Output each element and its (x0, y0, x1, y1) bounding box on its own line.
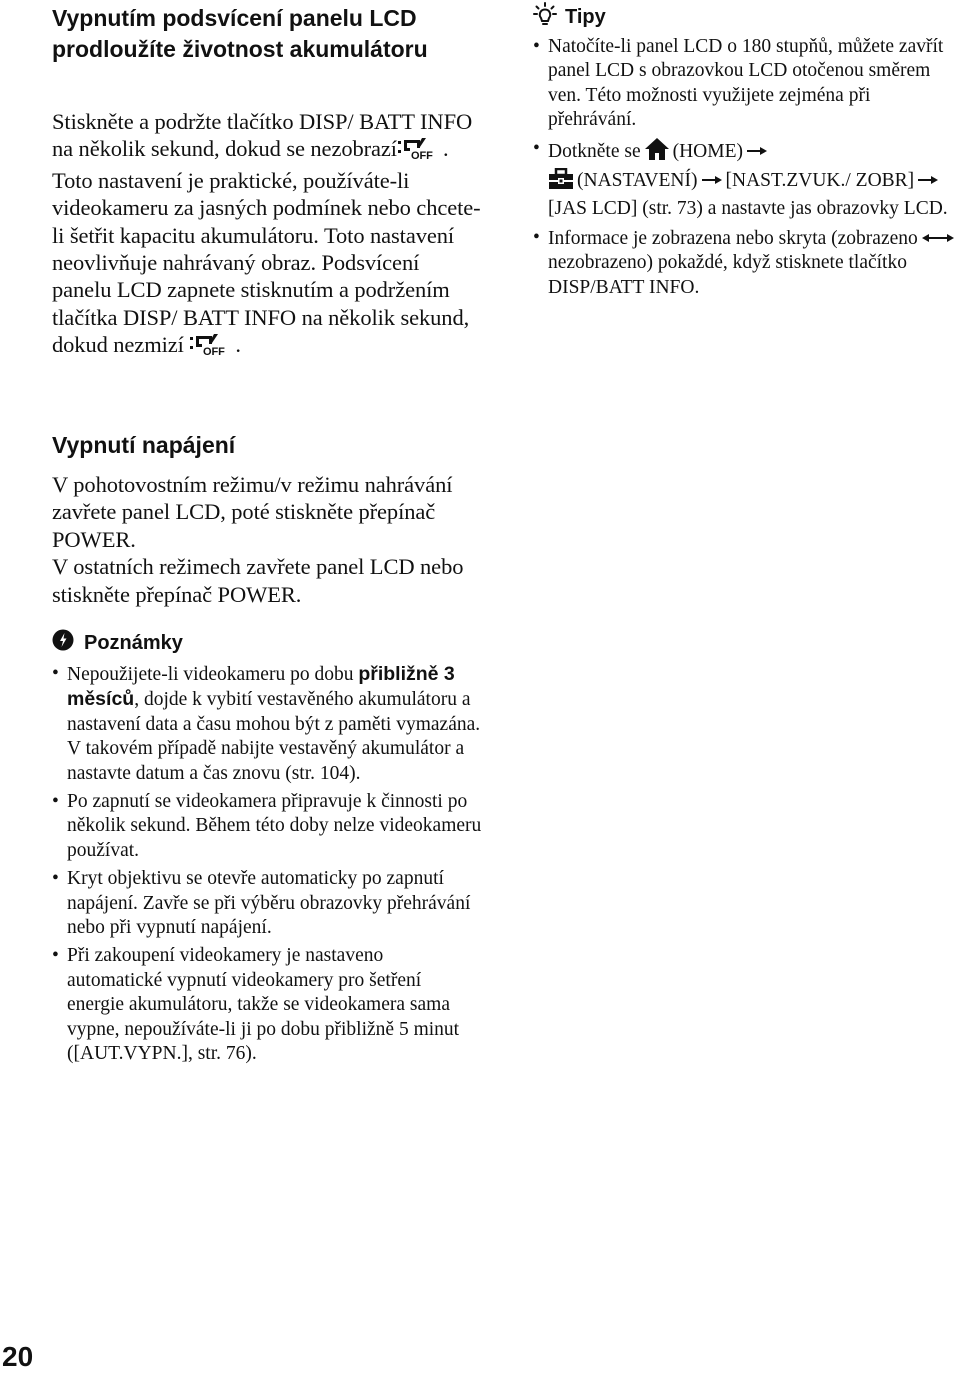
notes-item: • Při zakoupení videokamery je nastaveno automatické vypnutí videokamery pro šetření energie akumulátoru, takže se videokamera sama vypne, nepoužíváte-li ji po dobu přibližně 5 minut ([AUT.VYPN.], str. 76). (52, 944, 482, 1066)
arrow-right-icon (918, 168, 938, 192)
lcd-backlight-text-1: Stiskněte a podržte tlačítko DISP/ BATT INFO na několik sekund, dokud se nezobrazí (52, 109, 473, 162)
tips-heading (533, 2, 606, 32)
notes-heading (52, 629, 183, 657)
lcd-backlight-off-icon (397, 138, 443, 166)
svg-text:OFF: OFF (410, 150, 433, 161)
notes-heading-label: Poznámky (84, 631, 183, 654)
lightbulb-icon (533, 2, 557, 32)
toolbox-settings-icon (548, 168, 574, 197)
home-icon (644, 137, 670, 168)
double-arrow-icon (922, 226, 954, 250)
tips-list (533, 35, 958, 304)
notes-item: • Po zapnutí se videokamera připravuje k činnosti po několik sekund. Během této doby nelze videokameru používat. (52, 790, 482, 863)
tips-heading-label: Tipy (565, 5, 606, 28)
svg-text:OFF: OFF (203, 346, 226, 357)
notes-list (52, 662, 482, 1071)
tips-item: • Natočíte-li panel LCD o 180 stupňů, můžete zavřít panel LCD s obrazovkou LCD otočenou směrem ven. Této možnosti využijete zejména při přehrávání. (533, 35, 958, 133)
page-number: 20 (2, 1341, 34, 1372)
tips-item: • Dotkněte se (HOME) (NASTAVENÍ) [NAST.ZVUK./ ZOBR][JAS LCD] (str. 73) a nastavte jas obrazovky LCD. (533, 137, 958, 222)
power-off-paragraph-1: V pohotovostním režimu/v režimu nahrávání zavřete panel LCD, poté stiskněte přepínač POWER. (52, 472, 453, 552)
lcd-backlight-paragraph: Stiskněte a podržte tlačítko DISP/ BATT INFO na několik sekund, dokud se nezobrazí OFF . Toto nastavení je praktické, používáte-li videokameru za jasných podmínek nebo chcete-li šetřit kapacitu akumulátoru. Toto nastavení neovlivňuje nahrávaný obraz. Podsvícení panelu LCD zapnete stisknutím a podržením tlačítka DISP/ BATT INFO na několik sekund, dokud nezmizí OFF . (52, 108, 482, 363)
caution-icon (52, 629, 74, 657)
lcd-backlight-text-2: Toto nastavení je praktické, používáte-li videokameru za jasných podmínek nebo chcete-li šetřit kapacitu akumulátoru. Toto nastavení neovlivňuje nahrávaný obraz. Podsvícení panelu LCD zapnete stisknutím a podržením tlačítka DISP/ BATT INFO na několik sekund, dokud nezmizí (52, 167, 481, 358)
notes-item: • Nepoužijete-li videokameru po dobu přibližně 3 měsíců, dojde k vybití vestavěného akumulátoru a nastavení data a času mohou být z paměti vymazána. V takovém případě nabijte vestavěný akumulátor a nastavte datum a čas znovu (str. 104). (52, 662, 482, 786)
arrow-right-icon (747, 139, 767, 163)
notes-item: • Kryt objektivu se otevře automaticky po zapnutí napájení. Zavře se při výběru obrazovky přehrávání nebo při vypnutí napájení. (52, 867, 482, 940)
arrow-right-icon (702, 168, 722, 192)
section-heading-power-off: Vypnutí napájení (52, 432, 236, 458)
lcd-backlight-off-icon-2 (189, 334, 235, 362)
section-heading-lcd-backlight: Vypnutím podsvícení panelu LCD prodloužíte životnost akumulátoru (52, 5, 428, 62)
power-off-paragraph-2: V ostatních režimech zavřete panel LCD nebo stiskněte přepínač POWER. (52, 554, 464, 607)
tips-item: • Informace je zobrazena nebo skryta (zobrazenonezobrazeno) pokaždé, když stisknete tlačítko DISP/BATT INFO. (533, 226, 958, 300)
power-off-text (52, 471, 482, 608)
